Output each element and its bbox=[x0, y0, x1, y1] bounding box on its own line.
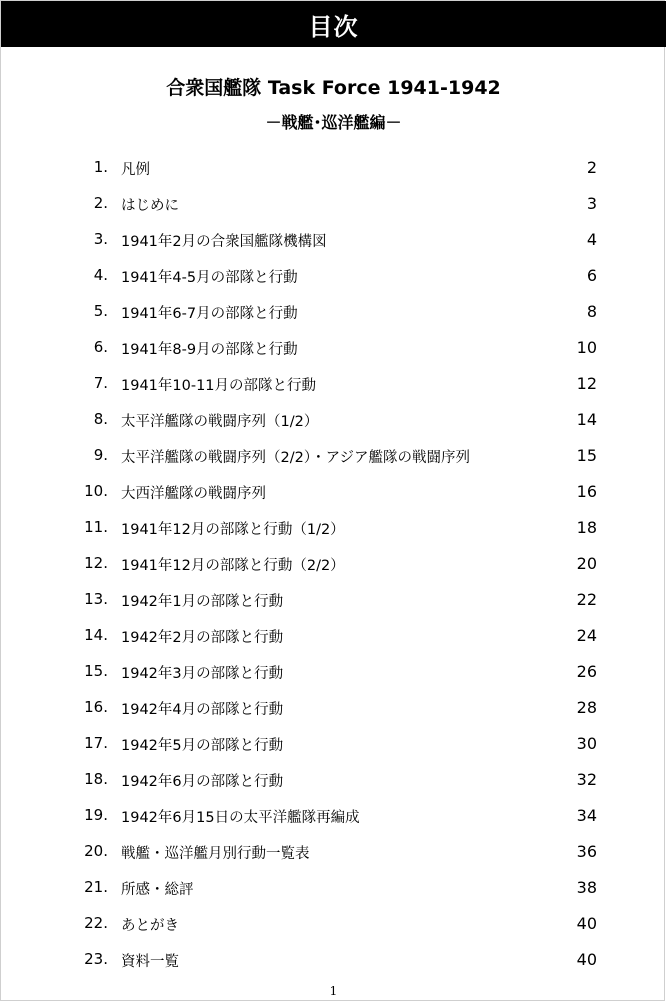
toc-entry-title: 所感・総評 bbox=[121, 882, 194, 898]
toc-entry[interactable] bbox=[0, 293, 667, 329]
toc-entry-page: 34 bbox=[576, 806, 597, 825]
toc-entry-number: 11. bbox=[84, 518, 108, 536]
toc-entry-title: 大西洋艦隊の戦闘序列 bbox=[121, 486, 266, 502]
toc-entry[interactable] bbox=[0, 257, 667, 293]
toc-entry-number: 8. bbox=[93, 410, 108, 428]
toc-entry-number: 21. bbox=[84, 878, 108, 896]
document-title: 合衆国艦隊 Task Force 1941-1942 bbox=[166, 77, 501, 99]
toc-entry-page: 3 bbox=[586, 194, 597, 213]
toc-entry-title: はじめに bbox=[121, 198, 179, 214]
toc-entry-number: 14. bbox=[84, 626, 108, 644]
toc-entry-number: 22. bbox=[84, 914, 108, 932]
toc-entry-title: 1941年12月の部隊と行動（2/2） bbox=[121, 558, 345, 574]
toc-entry-number: 18. bbox=[84, 770, 108, 788]
toc-entry[interactable] bbox=[0, 329, 667, 365]
toc-entry-title: 1941年12月の部隊と行動（1/2） bbox=[121, 522, 345, 538]
toc-entry[interactable] bbox=[0, 473, 667, 509]
toc-entry[interactable] bbox=[0, 401, 667, 437]
toc-entry[interactable] bbox=[0, 149, 667, 185]
toc-entry[interactable] bbox=[0, 653, 667, 689]
toc-entry[interactable] bbox=[0, 581, 667, 617]
toc-entry-title: 太平洋艦隊の戦闘序列（2/2）・アジア艦隊の戦闘序列 bbox=[121, 450, 471, 466]
toc-entry[interactable] bbox=[0, 833, 667, 869]
toc-entry[interactable] bbox=[0, 761, 667, 797]
toc-entry-title: 1942年2月の部隊と行動 bbox=[121, 630, 284, 646]
toc-entry-page: 12 bbox=[576, 374, 597, 393]
toc-entry-page: 36 bbox=[576, 842, 597, 861]
header-bar bbox=[1, 1, 666, 47]
toc-entry[interactable] bbox=[0, 797, 667, 833]
toc-entry-title: 1942年4月の部隊と行動 bbox=[121, 702, 284, 718]
toc-entry-page: 6 bbox=[586, 266, 597, 285]
toc-entry-number: 2. bbox=[93, 194, 108, 212]
toc-entry[interactable] bbox=[0, 509, 667, 545]
toc-entry-number: 20. bbox=[84, 842, 108, 860]
toc-entry-page: 40 bbox=[576, 914, 597, 933]
toc-entry-title: 戦艦・巡洋艦月別行動一覧表 bbox=[121, 846, 310, 862]
toc-entry-title: 凡例 bbox=[121, 162, 150, 178]
toc-entry-number: 6. bbox=[93, 338, 108, 356]
toc-entry-title: 太平洋艦隊の戦闘序列（1/2） bbox=[121, 414, 319, 430]
toc-entry-page: 8 bbox=[586, 302, 597, 321]
toc-entry-number: 10. bbox=[84, 482, 108, 500]
toc-entry-number: 15. bbox=[84, 662, 108, 680]
toc-entry-title: あとがき bbox=[121, 918, 179, 934]
toc-entry[interactable] bbox=[0, 617, 667, 653]
toc-entry-number: 9. bbox=[93, 446, 108, 464]
toc-entry-number: 1. bbox=[93, 158, 108, 176]
toc-entry-page: 38 bbox=[576, 878, 597, 897]
toc-entry-page: 40 bbox=[576, 950, 597, 969]
header-title: 目次 bbox=[308, 12, 359, 41]
toc-entry-title: 1942年6月の部隊と行動 bbox=[121, 774, 284, 790]
toc-entry-page: 18 bbox=[576, 518, 597, 537]
toc-entry-number: 23. bbox=[84, 950, 108, 968]
toc-entry[interactable] bbox=[0, 905, 667, 941]
toc-entry-page: 10 bbox=[576, 338, 597, 357]
toc-entry-page: 14 bbox=[576, 410, 597, 429]
toc-entry-page: 4 bbox=[586, 230, 597, 249]
toc-entry-number: 3. bbox=[93, 230, 108, 248]
toc-entry-page: 15 bbox=[576, 446, 597, 465]
toc-entry-title: 1942年5月の部隊と行動 bbox=[121, 738, 284, 754]
toc-entry-number: 17. bbox=[84, 734, 108, 752]
toc-entry[interactable] bbox=[0, 725, 667, 761]
page-number: 1 bbox=[329, 984, 338, 998]
toc-entry[interactable] bbox=[0, 437, 667, 473]
toc-entry-title: 1941年2月の合衆国艦隊機構図 bbox=[121, 234, 327, 250]
toc-entry-page: 30 bbox=[576, 734, 597, 753]
toc-entry[interactable] bbox=[0, 545, 667, 581]
toc-entry-number: 19. bbox=[84, 806, 108, 824]
toc-entry-title: 1941年10-11月の部隊と行動 bbox=[121, 378, 317, 394]
toc-entry-page: 28 bbox=[576, 698, 597, 717]
table-of-contents bbox=[0, 149, 667, 977]
toc-entry[interactable] bbox=[0, 221, 667, 257]
toc-entry-page: 26 bbox=[576, 662, 597, 681]
toc-entry-title: 1941年6-7月の部隊と行動 bbox=[121, 306, 298, 322]
toc-entry-title: 1941年4-5月の部隊と行動 bbox=[121, 270, 298, 286]
toc-entry[interactable] bbox=[0, 185, 667, 221]
toc-entry-page: 22 bbox=[576, 590, 597, 609]
toc-entry-page: 16 bbox=[576, 482, 597, 501]
toc-entry-title: 1942年1月の部隊と行動 bbox=[121, 594, 284, 610]
toc-entry-number: 13. bbox=[84, 590, 108, 608]
toc-entry[interactable] bbox=[0, 869, 667, 905]
toc-entry-title: 資料一覧 bbox=[121, 954, 179, 970]
toc-entry-number: 12. bbox=[84, 554, 108, 572]
toc-entry-number: 4. bbox=[93, 266, 108, 284]
toc-entry[interactable] bbox=[0, 689, 667, 725]
toc-entry[interactable] bbox=[0, 941, 667, 977]
toc-entry[interactable] bbox=[0, 365, 667, 401]
toc-entry-title: 1942年3月の部隊と行動 bbox=[121, 666, 284, 682]
toc-entry-number: 16. bbox=[84, 698, 108, 716]
toc-entry-title: 1941年8-9月の部隊と行動 bbox=[121, 342, 298, 358]
toc-entry-page: 2 bbox=[586, 158, 597, 177]
toc-entry-page: 32 bbox=[576, 770, 597, 789]
toc-entry-number: 5. bbox=[93, 302, 108, 320]
toc-entry-title: 1942年6月15日の太平洋艦隊再編成 bbox=[121, 810, 360, 826]
document-subtitle: －戦艦･巡洋艦編－ bbox=[265, 113, 402, 132]
toc-entry-number: 7. bbox=[93, 374, 108, 392]
toc-entry-page: 20 bbox=[576, 554, 597, 573]
toc-entry-page: 24 bbox=[576, 626, 597, 645]
